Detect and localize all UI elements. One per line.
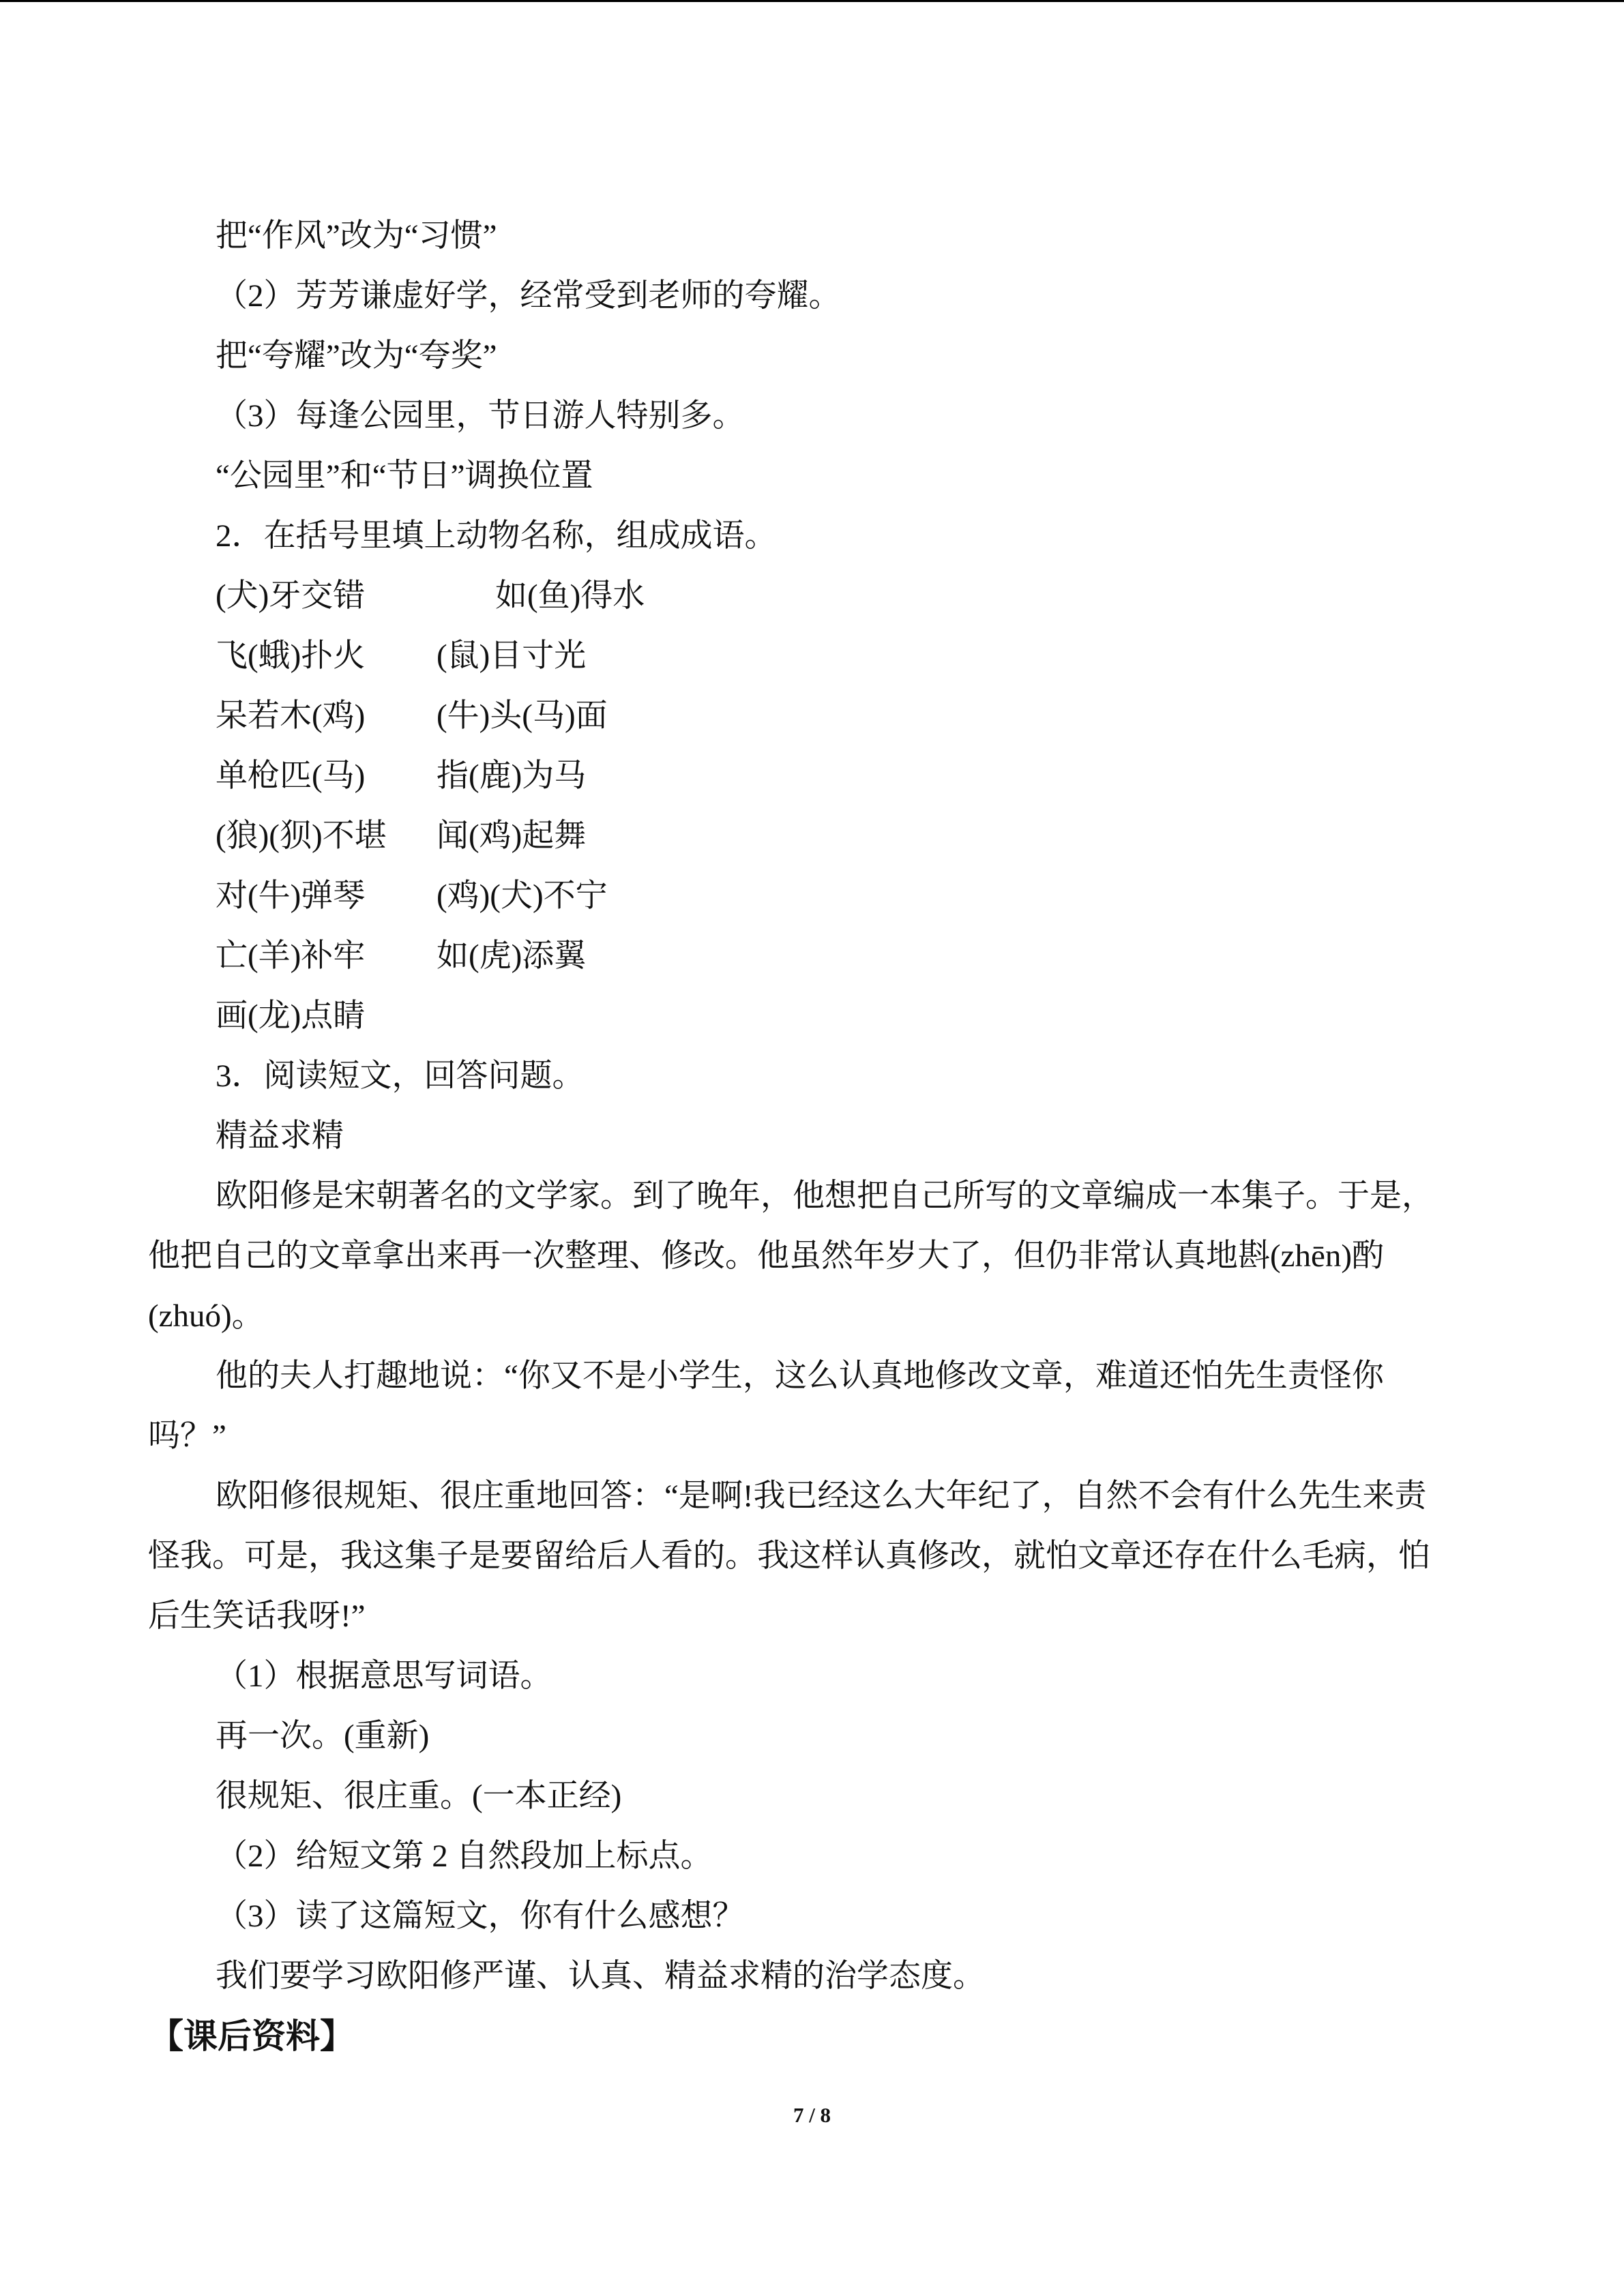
idiom-row (148, 626, 1478, 686)
idiom: 画(龙)点睛 (216, 998, 366, 1034)
idiom: (牛)头(马)面 (437, 698, 608, 734)
idiom-row (148, 926, 1478, 986)
idiom: (鼠)目寸光 (437, 638, 587, 674)
document-body (148, 206, 1478, 2066)
idiom-row (148, 686, 1478, 746)
q1-answer-line: “公园里”和“节日”调换位置 (216, 458, 593, 494)
passage-line: 他把自己的文章拿出来再一次整理、修改。他虽然年岁大了，但仍非常认真地斟(zhēn)酌 (148, 1238, 1385, 1274)
passage-line: 后生笑话我呀!” (148, 1598, 366, 1634)
q1-answer-line: 把“夸耀”改为“夸奖” (216, 338, 497, 374)
q1-answer-line: 把“作风”改为“习惯” (216, 218, 497, 254)
q3-sub1-answer: 再一次。(重新) (216, 1718, 430, 1754)
idiom-row (148, 866, 1478, 926)
idiom-row (148, 566, 1478, 626)
idiom-row (148, 986, 1478, 1046)
idiom: 如(虎)添翼 (437, 938, 587, 974)
idiom: 对(牛)弹琴 (216, 878, 366, 914)
idiom: (鸡)(犬)不宁 (437, 878, 608, 914)
idiom: 亡(羊)补牢 (216, 938, 366, 974)
page-top-border (0, 0, 1624, 2)
q3-subquestion-3: （3）读了这篇短文，你有什么感想？ (216, 1898, 745, 1934)
q3-sub3-answer: 我们要学习欧阳修严谨、认真、精益求精的治学态度。 (216, 1958, 985, 1994)
passage-line: 吗？” (148, 1418, 226, 1454)
q2-prompt: 2．在括号里填上动物名称，组成成语。 (216, 518, 777, 554)
q3-prompt: 3．阅读短文，回答问题。 (216, 1058, 585, 1094)
idiom: 呆若木(鸡) (216, 698, 366, 734)
idiom-row (148, 746, 1478, 806)
passage-line: 怪我。可是，我这集子是要留给后人看的。我这样认真修改，就怕文章还存在什么毛病，怕 (148, 1538, 1430, 1574)
passage-title: 精益求精 (216, 1118, 344, 1154)
idiom: 闻(鸡)起舞 (437, 818, 587, 854)
passage-line: (zhuó)。 (148, 1298, 264, 1334)
q3-sub1-answer: 很规矩、很庄重。(一本正经) (216, 1778, 622, 1814)
q1-subquestion-3: （3）每逢公园里，节日游人特别多。 (216, 398, 745, 434)
idiom: 如(鱼)得水 (495, 578, 645, 614)
q1-subquestion-2: （2）芳芳谦虚好学，经常受到老师的夸耀。 (216, 278, 841, 314)
idiom: 飞(蛾)扑火 (216, 638, 366, 674)
q3-subquestion-2: （2）给短文第 2 自然段加上标点。 (216, 1838, 713, 1874)
page-number: 7 / 8 (793, 2103, 831, 2127)
idiom: 指(鹿)为马 (437, 758, 587, 794)
passage-line: 欧阳修很规矩、很庄重地回答：“是啊!我已经这么大年纪了，自然不会有什么先生来责 (216, 1478, 1427, 1514)
q3-subquestion-1: （1）根据意思写词语。 (216, 1658, 552, 1694)
passage-line: 他的夫人打趣地说：“你又不是小学生，这么认真地修改文章，难道还怕先生责怪你 (216, 1358, 1384, 1394)
section-heading: 【课后资料】 (149, 2017, 354, 2055)
idiom: (狼)(狈)不堪 (216, 818, 387, 854)
idiom-row (148, 806, 1478, 866)
passage-line: 欧阳修是宋朝著名的文学家。到了晚年，他想把自己所写的文章编成一本集子。于是， (216, 1178, 1434, 1214)
idiom: 单枪匹(马) (216, 758, 366, 794)
idiom: (犬)牙交错 (216, 578, 366, 614)
